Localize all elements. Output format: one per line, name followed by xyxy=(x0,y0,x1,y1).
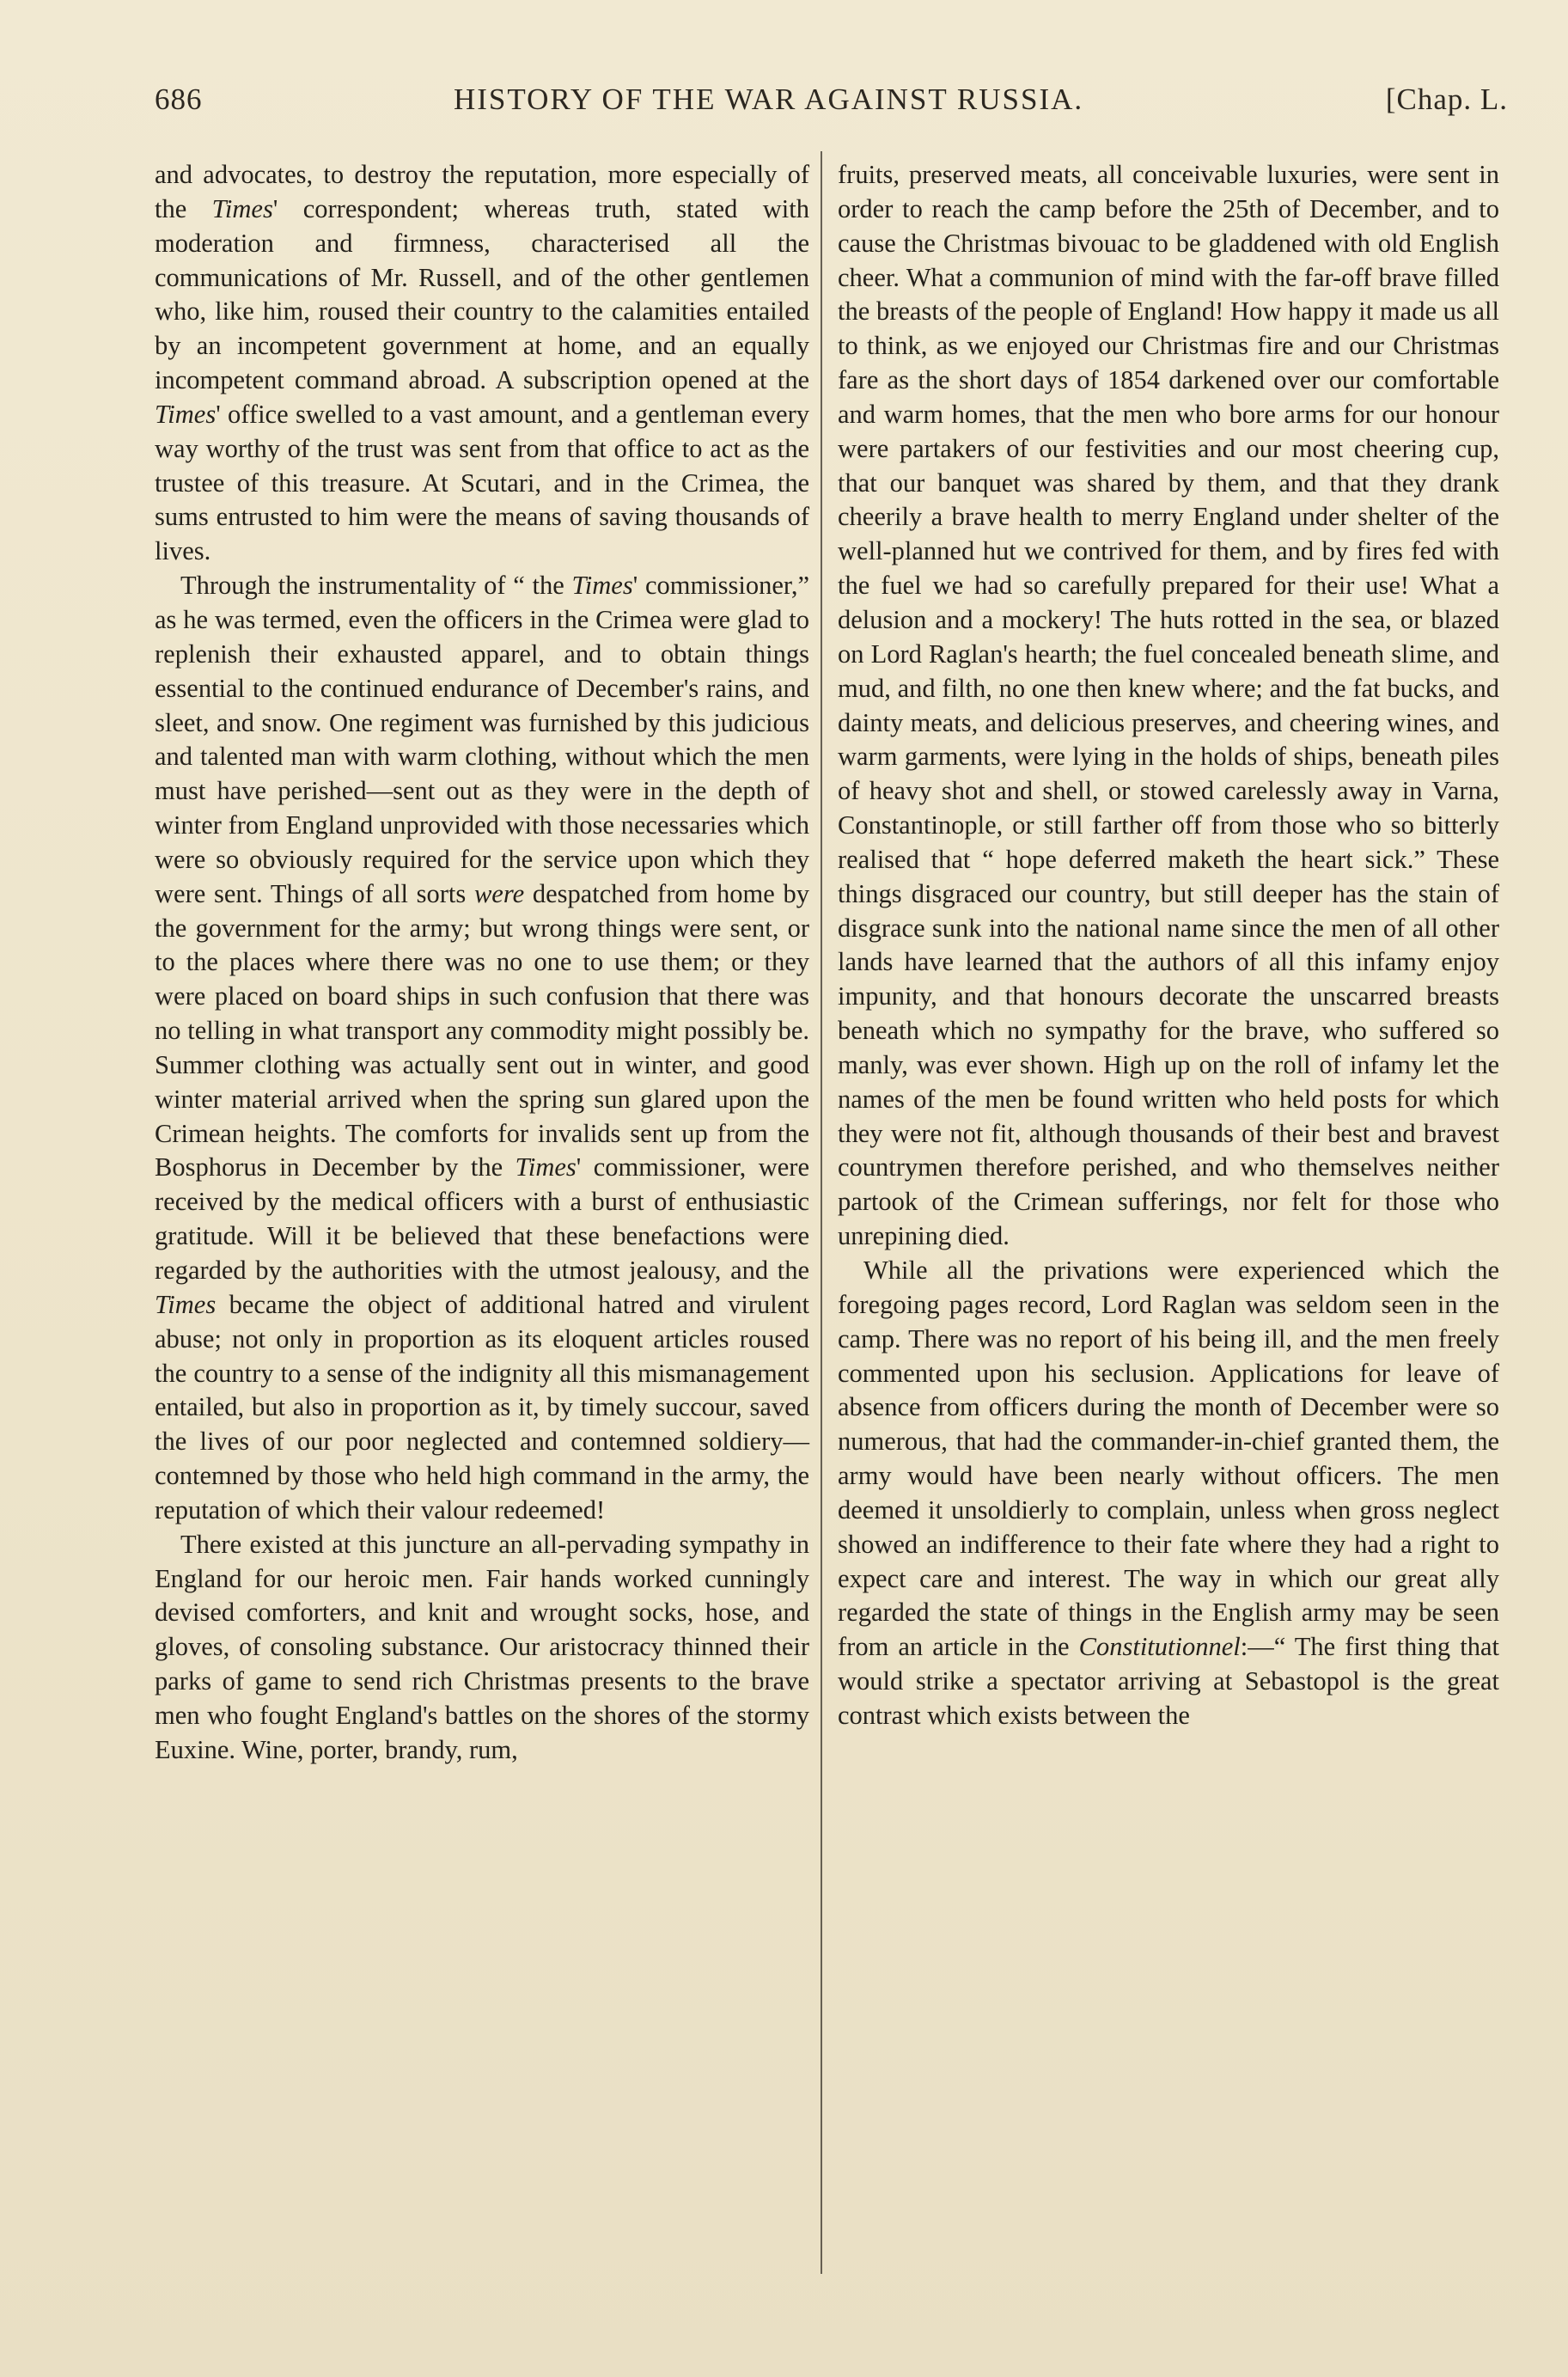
chapter-label: [Chap. L. xyxy=(1385,82,1508,116)
left-paragraph-2: Through the instrumentality of “ the Times' commissioner,” as he was termed, even the officers in the Crimea were glad to replenish their exhausted apparel, and to obtain things essential to the continued endurance of December's rains, and sleet, and snow. One regiment was furnished by this judicious and talented man with warm clothing, without which the men must have perished—sent out as they were in the depth of winter from England unprovided with those necessaries which were so obviously required for the service upon which they were sent. Things of all sorts were despatched from home by the government for the army; but wrong things were sent, or to the places where there was no one to use them; or they were placed on board ships in such confusion that there was no telling in what transport any commodity might possibly be. Summer clothing was actually sent out in winter, and good winter material arrived when the spring sun glared upon the Crimean heights. The comforts for invalids sent up from the Bosphorus in December by the Times' commissioner, were received by the medical officers with a burst of enthusiastic gratitude. Will it be believed that these benefactions were regarded by the authorities with the utmost jealousy, and the Times became the object of additional hatred and virulent abuse; not only in proportion as its eloquent articles roused the country to a sense of the indignity all this mismanagement entailed, but also in proportion as it, by timely succour, saved the lives of our poor neglected and contemned soldiery—contemned by those who held high command in the army, the reputation of which their valour redeemed! xyxy=(155,571,810,1525)
times-italic: Times xyxy=(211,193,273,223)
right-paragraph-1: fruits, preserved meats, all conceivable luxuries, were sent in order to reach the camp before the 25th of December, and to cause the Christmas bivouac to be gladdened with old English cheer. What a communion of mind with the far-off brave filled the breasts of the people of England! How happy it made us all to think, as we enjoyed our Christmas fire and our Christmas fare as the short days of 1854 darkened over our comfortable and warm homes, that the men who bore arms for our honour were partakers of our festivities and our most cheering cup, that our banquet was shared by them, and that they drank cheerily a brave health to merry England under shelter of the well-planned hut we contrived for them, and by fires fed with the fuel we had so carefully prepared for their use! What a delusion and a mockery! The huts rotted in the sea, or blazed on Lord Raglan's hearth; the fuel concealed beneath slime, and mud, and filth, no one then knew where; and the fat bucks, and dainty meats, and delicious preserves, and cheering wines, and warm garments, were lying in the holds of ships, beneath piles of heavy shot and shell, or stowed carelessly away in Varna, Constantinople, or still farther off from those who so bitterly realised that “ hope deferred maketh the heart sick.” These things disgraced our country, but still deeper has the stain of disgrace sunk into the national name since the men of all other lands have learned that the authors of all this infamy enjoy impunity, and that honours decorate the unscarred breasts beneath which no sympathy for the brave, who suffered so manly, was ever shown. High up on the roll of infamy let the names of the men be found written who held posts for which they were not fit, although thousands of their best and bravest countrymen therefore perished, and who themselves neither partook of the Crimean sufferings, nor felt for those who unrepining died. xyxy=(838,160,1499,1251)
times-italic: Times xyxy=(571,571,633,601)
left-paragraph-1: and advocates, to destroy the reputation, more especially of the Times' correspondent; whereas truth, stated with moderation and firmness, characterised all the communications of Mr. Russell, and of the other gentlemen who, like him, roused their country to the calamities entailed by an incompetent government at home, and an equally incompetent command abroad. A subscription opened at the Times' office swelled to a vast amount, and a gentleman every way worthy of the trust was sent from that office to act as the trustee of this treasure. At Scutari, and in the Crimea, the sums entrusted to him were the means of saving thousands of lives. xyxy=(155,160,810,566)
left-column xyxy=(155,158,809,1768)
right-column xyxy=(838,158,1499,1733)
constitutionnel-italic: Constitutionnel xyxy=(1078,1632,1241,1662)
times-italic: Times xyxy=(155,399,217,429)
times-italic: Times xyxy=(155,1289,217,1319)
were-italic: were xyxy=(473,878,525,908)
right-paragraph-2: While all the privations were experienced which the foregoing pages record, Lord Raglan was seldom seen in the camp. There was no report of his being ill, and the men freely commented upon his seclusion. Applications for leave of absence from officers during the month of December were so numerous, that had the commander-in-chief granted them, the army would have been nearly without officers. The men deemed it unsoldierly to complain, unless when gross neglect showed an indifference to their fate where they had a right to expect care and interest. The way in which our great ally regarded the state of things in the English army may be seen from an article in the Constitutionnel:—“ The first thing that would strike a spectator arriving at Sebastopol is the great contrast which exists between the xyxy=(838,1256,1499,1730)
page-number: 686 xyxy=(155,82,203,116)
column-divider xyxy=(821,151,822,2274)
running-header xyxy=(155,82,1508,125)
times-italic: Times xyxy=(515,1152,577,1182)
running-title: HISTORY OF THE WAR AGAINST RUSSIA. xyxy=(454,82,1084,116)
left-paragraph-3: There existed at this juncture an all-pervading sympathy in England for our heroic men. Fair hands worked cunningly devised comforters, and knit and wrought socks, hose, and gloves, of consoling substance. Our aristocracy thinned their parks of game to send rich Christmas presents to the brave men who fought England's battles on the shores of the stormy Euxine. Wine, porter, brandy, rum, xyxy=(155,1529,809,1764)
